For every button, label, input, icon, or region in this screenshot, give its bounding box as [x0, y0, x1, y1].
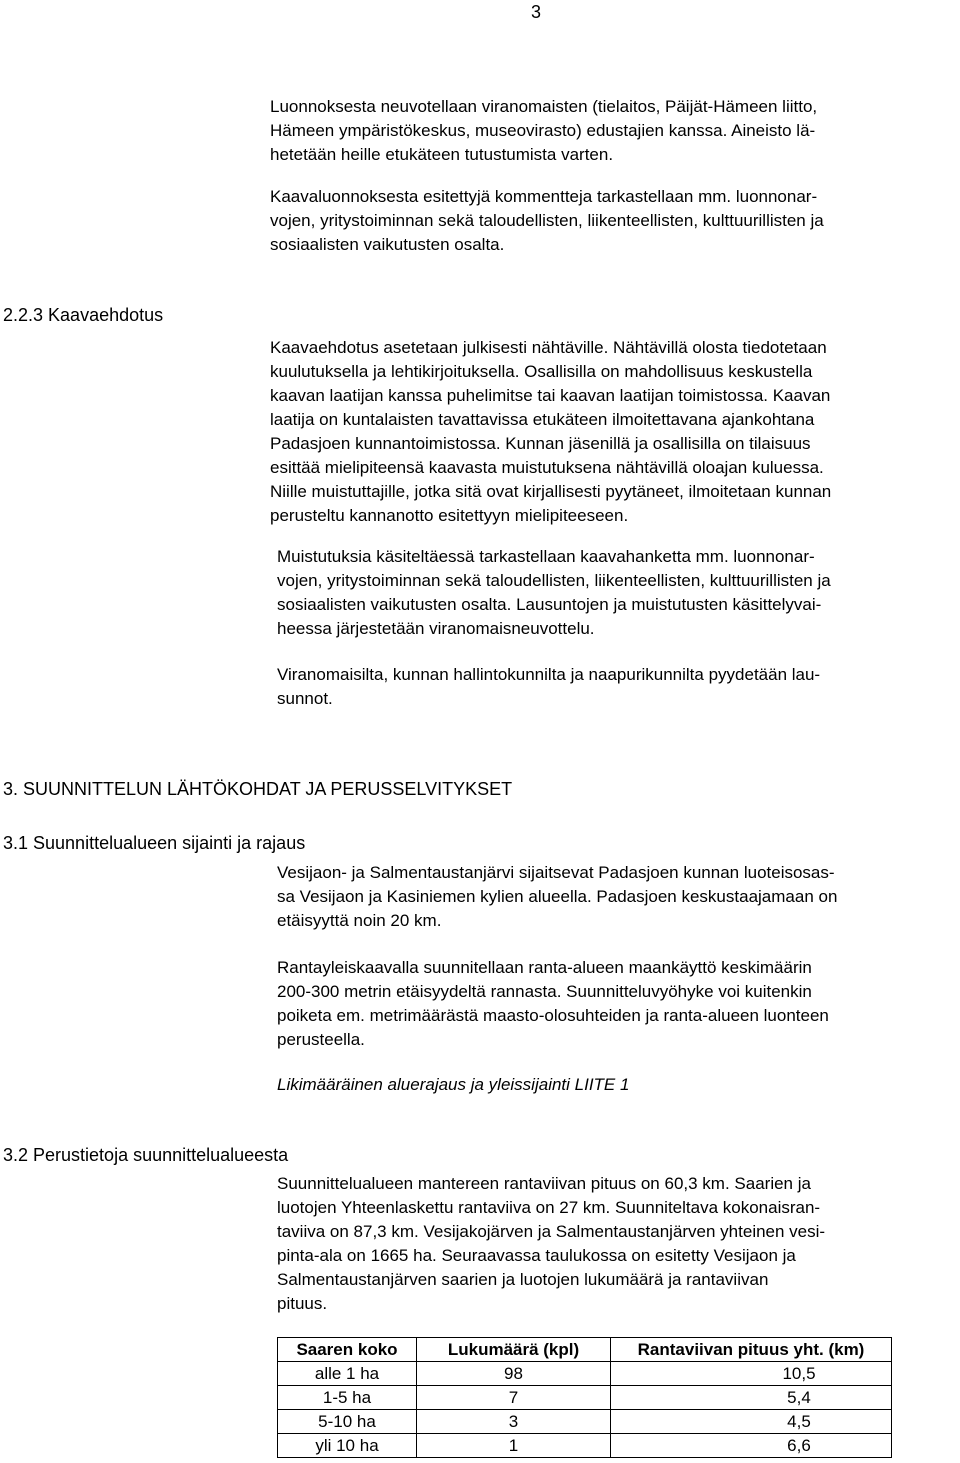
text-line: vojen, yritystoiminnan sekä taloudellisten, liikenteellisten, kulttuurillisten ja [277, 571, 831, 590]
table-header-cell: Rantaviivan pituus yht. (km) [611, 1338, 892, 1362]
text-line: Niille muistuttajille, jotka sitä ovat kirjallisesti pyytäneet, ilmoitetaan kunnan [270, 482, 832, 501]
table-cell: 5,4 [611, 1386, 892, 1410]
table-cell: 4,5 [611, 1410, 892, 1434]
text-line: taviiva on 87,3 km. Vesijakojärven ja Salmentaustanjärven yhteinen vesi- [277, 1222, 826, 1241]
text-line: perusteella. [277, 1030, 365, 1049]
text-line: Padasjoen kunnantoimistossa. Kunnan jäsenillä ja osallisilla on tilaisuus [270, 434, 811, 453]
table-row [278, 1362, 892, 1386]
table-row [278, 1410, 892, 1434]
text-line: poiketa em. metrimäärästä maasto-olosuhteiden ja ranta-alueen luonteen [277, 1006, 829, 1025]
island-stats-table [277, 1337, 892, 1458]
text-line: sosiaalisten vaikutusten osalta. Lausuntojen ja muistutusten käsittelyvai- [277, 595, 822, 614]
intro-paragraph-1 [270, 95, 940, 167]
table-header-cell: Lukumäärä (kpl) [417, 1338, 611, 1362]
table-header-row [278, 1338, 892, 1362]
text-line: Luonnoksesta neuvotellaan viranomaisten (tielaitos, Päijät-Hämeen liitto, [270, 97, 818, 116]
sijainti-paragraph-1 [277, 861, 947, 933]
text-line: heessa järjestetään viranomaisneuvottelu. [277, 619, 595, 638]
kaavaehdotus-paragraph-3 [277, 663, 947, 711]
kaavaehdotus-paragraph-2 [277, 545, 947, 641]
sijainti-paragraph-2 [277, 956, 947, 1052]
text-line: perusteltu kannanotto esitettyyn mielipiteeseen. [270, 506, 629, 525]
table-cell: 3 [417, 1410, 611, 1434]
text-line: luotojen Yhteenlaskettu rantaviiva on 27 km. Suunniteltava kokonaisran- [277, 1198, 821, 1217]
table-cell: 5-10 ha [278, 1410, 417, 1434]
text-line: Rantayleiskaavalla suunnitellaan ranta-alueen maankäyttö keskimäärin [277, 958, 812, 977]
text-line: pituus. [277, 1294, 328, 1313]
text-line: 200-300 metrin etäisyydeltä rannasta. Suunnitteluvyöhyke voi kuitenkin [277, 982, 812, 1001]
table-cell: alle 1 ha [278, 1362, 417, 1386]
page-number: 3 [531, 2, 542, 22]
text-line: sunnot. [277, 689, 333, 708]
text-line: Vesijaon- ja Salmentaustanjärvi sijaitsevat Padasjoen kunnan luoteisosas- [277, 863, 835, 882]
section-heading-2-2-3: 2.2.3 Kaavaehdotus [3, 305, 164, 325]
section-heading-3-2: 3.2 Perustietoja suunnittelualueesta [3, 1145, 289, 1165]
table-cell: yli 10 ha [278, 1434, 417, 1458]
kaavaehdotus-paragraph-1 [270, 336, 940, 528]
table-cell: 98 [417, 1362, 611, 1386]
table-header-cell: Saaren koko [278, 1338, 417, 1362]
text-line: pinta-ala on 1665 ha. Seuraavassa taulukossa on esitetty Vesijaon ja [277, 1246, 796, 1265]
text-line: Salmentaustanjärven saarien ja luotojen lukumäärä ja rantaviivan [277, 1270, 769, 1289]
text-line: esittää mielipiteensä kaavasta muistutuksena nähtävillä oloajan kuluessa. [270, 458, 824, 477]
table-cell: 1 [417, 1434, 611, 1458]
text-line: Kaavaehdotus asetetaan julkisesti nähtäville. Nähtävillä olosta tiedotetaan [270, 338, 827, 357]
intro-paragraph-2 [270, 185, 940, 257]
text-line: Kaavaluonnoksesta esitettyjä kommentteja tarkastellaan mm. luonnonar- [270, 187, 818, 206]
section-heading-3: 3. SUUNNITTELUN LÄHTÖKOHDAT JA PERUSSELVITYKSET [3, 779, 513, 799]
text-line: sa Vesijaon ja Kasiniemen kylien alueella. Padasjoen keskustaajamaan on [277, 887, 838, 906]
perustiedot-paragraph-1 [277, 1172, 947, 1316]
table-cell: 1-5 ha [278, 1386, 417, 1410]
table-cell: 6,6 [611, 1434, 892, 1458]
table-row [278, 1386, 892, 1410]
table-row [278, 1434, 892, 1458]
text-line: sosiaalisten vaikutusten osalta. [270, 235, 505, 254]
section-heading-3-1: 3.1 Suunnittelualueen sijainti ja rajaus [3, 833, 306, 853]
text-line: Suunnittelualueen mantereen rantaviivan pituus on 60,3 km. Saarien ja [277, 1174, 811, 1193]
text-line: vojen, yritystoiminnan sekä taloudellisten, liikenteellisten, kulttuurillisten ja [270, 211, 824, 230]
table-cell: 10,5 [611, 1362, 892, 1386]
text-line: Viranomaisilta, kunnan hallintokunnilta ja naapurikunnilta pyydetään lau- [277, 665, 821, 684]
table-cell: 7 [417, 1386, 611, 1410]
text-line: Hämeen ympäristökeskus, museovirasto) edustajien kanssa. Aineisto lä- [270, 121, 816, 140]
text-line: kaavan laatijan kanssa puhelimitse tai kaavan laatijan toimistossa. Kaavan [270, 386, 831, 405]
text-line: laatija on kuntalaisten tavattavissa etukäteen ilmoitettavana ajankohtana [270, 410, 815, 429]
text-line: etäisyyttä noin 20 km. [277, 911, 442, 930]
liite-note: Likimääräinen aluerajaus ja yleissijainti LIITE 1 [277, 1075, 630, 1094]
text-line: kuulutuksella ja lehtikirjoituksella. Osallisilla on mahdollisuus keskustella [270, 362, 813, 381]
text-line: Muistutuksia käsiteltäessä tarkastellaan kaavahanketta mm. luonnonar- [277, 547, 815, 566]
text-line: hetetään heille etukäteen tutustumista varten. [270, 145, 614, 164]
